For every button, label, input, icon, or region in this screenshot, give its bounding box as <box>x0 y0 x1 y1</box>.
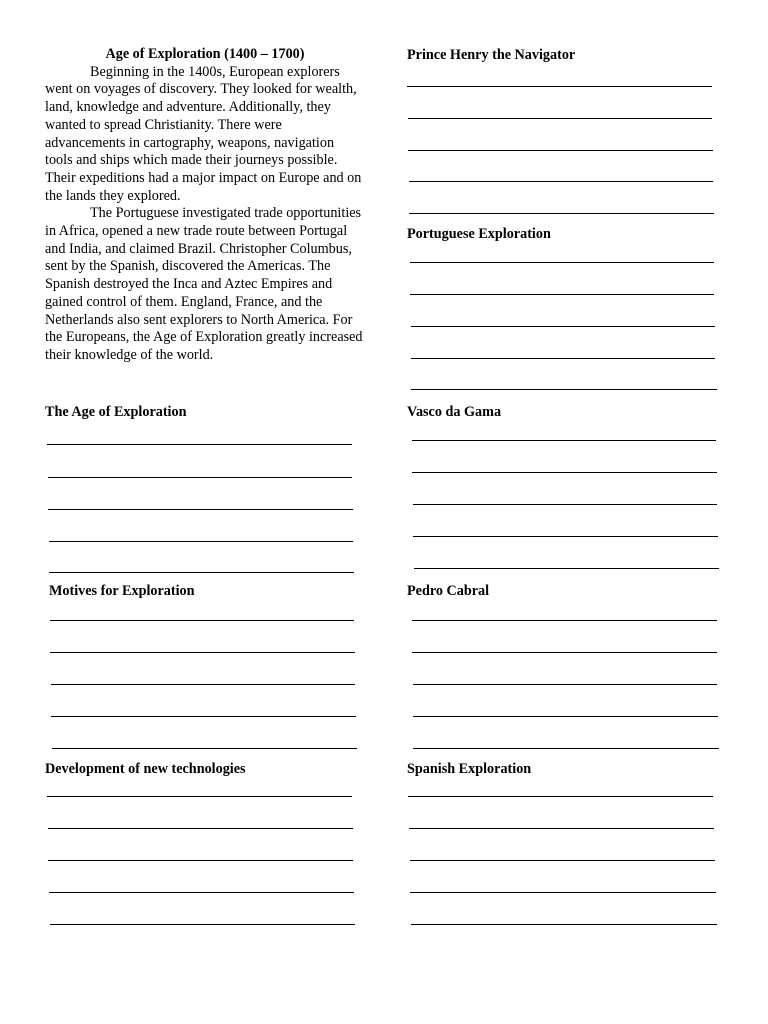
answer-line[interactable] <box>51 684 355 685</box>
heading-portuguese-exploration: Portuguese Exploration <box>407 226 551 242</box>
answer-line[interactable] <box>48 860 353 861</box>
heading-motives: Motives for Exploration <box>49 583 195 599</box>
answer-line[interactable] <box>408 118 712 119</box>
answer-line[interactable] <box>410 892 716 893</box>
answer-line[interactable] <box>408 796 713 797</box>
answer-line[interactable] <box>407 86 712 87</box>
answer-line[interactable] <box>51 716 356 717</box>
answer-line[interactable] <box>411 924 717 925</box>
answer-line[interactable] <box>412 472 717 473</box>
answer-line[interactable] <box>413 716 718 717</box>
heading-age-of-exploration: The Age of Exploration <box>45 404 187 420</box>
intro-paragraph-2: The Portuguese investigated trade opportunities in Africa, opened a new trade route between Portugal and India, and claimed Brazil. Christopher Columbus, sent by the Spanish, discovered the Americas. The Spanish destroyed the Inca and Aztec Empires and gained control of them. England, France, and the Netherlands also sent explorers to North America. For the Europeans, the Age of Exploration greatly increased their knowledge of the world. <box>45 205 363 363</box>
answer-line[interactable] <box>413 504 717 505</box>
answer-line[interactable] <box>408 150 713 151</box>
answer-line[interactable] <box>413 536 718 537</box>
intro-title: Age of Exploration (1400 – 1700) <box>105 46 305 62</box>
heading-prince-henry: Prince Henry the Navigator <box>407 47 576 63</box>
answer-line[interactable] <box>410 860 715 861</box>
answer-line[interactable] <box>48 828 353 829</box>
answer-line[interactable] <box>414 568 719 569</box>
heading-vasco-da-gama: Vasco da Gama <box>407 404 502 420</box>
answer-line[interactable] <box>50 620 354 621</box>
answer-line[interactable] <box>49 892 354 893</box>
answer-line[interactable] <box>411 326 715 327</box>
answer-line[interactable] <box>50 652 355 653</box>
answer-line[interactable] <box>49 572 354 573</box>
answer-line[interactable] <box>50 924 355 925</box>
answer-line[interactable] <box>412 620 717 621</box>
heading-pedro-cabral: Pedro Cabral <box>407 583 490 599</box>
answer-line[interactable] <box>410 262 714 263</box>
answer-line[interactable] <box>411 389 717 390</box>
answer-line[interactable] <box>410 294 714 295</box>
answer-line[interactable] <box>49 541 353 542</box>
answer-line[interactable] <box>409 828 714 829</box>
answer-line[interactable] <box>52 748 357 749</box>
intro-paragraph-1: Beginning in the 1400s, European explorers went on voyages of discovery. They looked for wealth, land, knowledge and adventure. Additionally, they wanted to spread Christianity. There were advancements in cartography, weapons, navigation tools and ships which made their journeys possible. Their expeditions had a major impact on Europe and on the lands they explored. <box>45 63 362 204</box>
heading-technologies: Development of new technologies <box>45 761 246 777</box>
heading-spanish-exploration: Spanish Exploration <box>407 761 532 777</box>
answer-line[interactable] <box>413 748 719 749</box>
answer-line[interactable] <box>409 181 713 182</box>
answer-line[interactable] <box>48 477 352 478</box>
answer-line[interactable] <box>411 358 715 359</box>
answer-line[interactable] <box>47 796 352 797</box>
answer-line[interactable] <box>412 652 717 653</box>
intro-passage <box>45 46 365 365</box>
answer-line[interactable] <box>412 440 716 441</box>
answer-line[interactable] <box>409 213 714 214</box>
answer-line[interactable] <box>47 444 352 445</box>
answer-line[interactable] <box>413 684 717 685</box>
answer-line[interactable] <box>48 509 353 510</box>
